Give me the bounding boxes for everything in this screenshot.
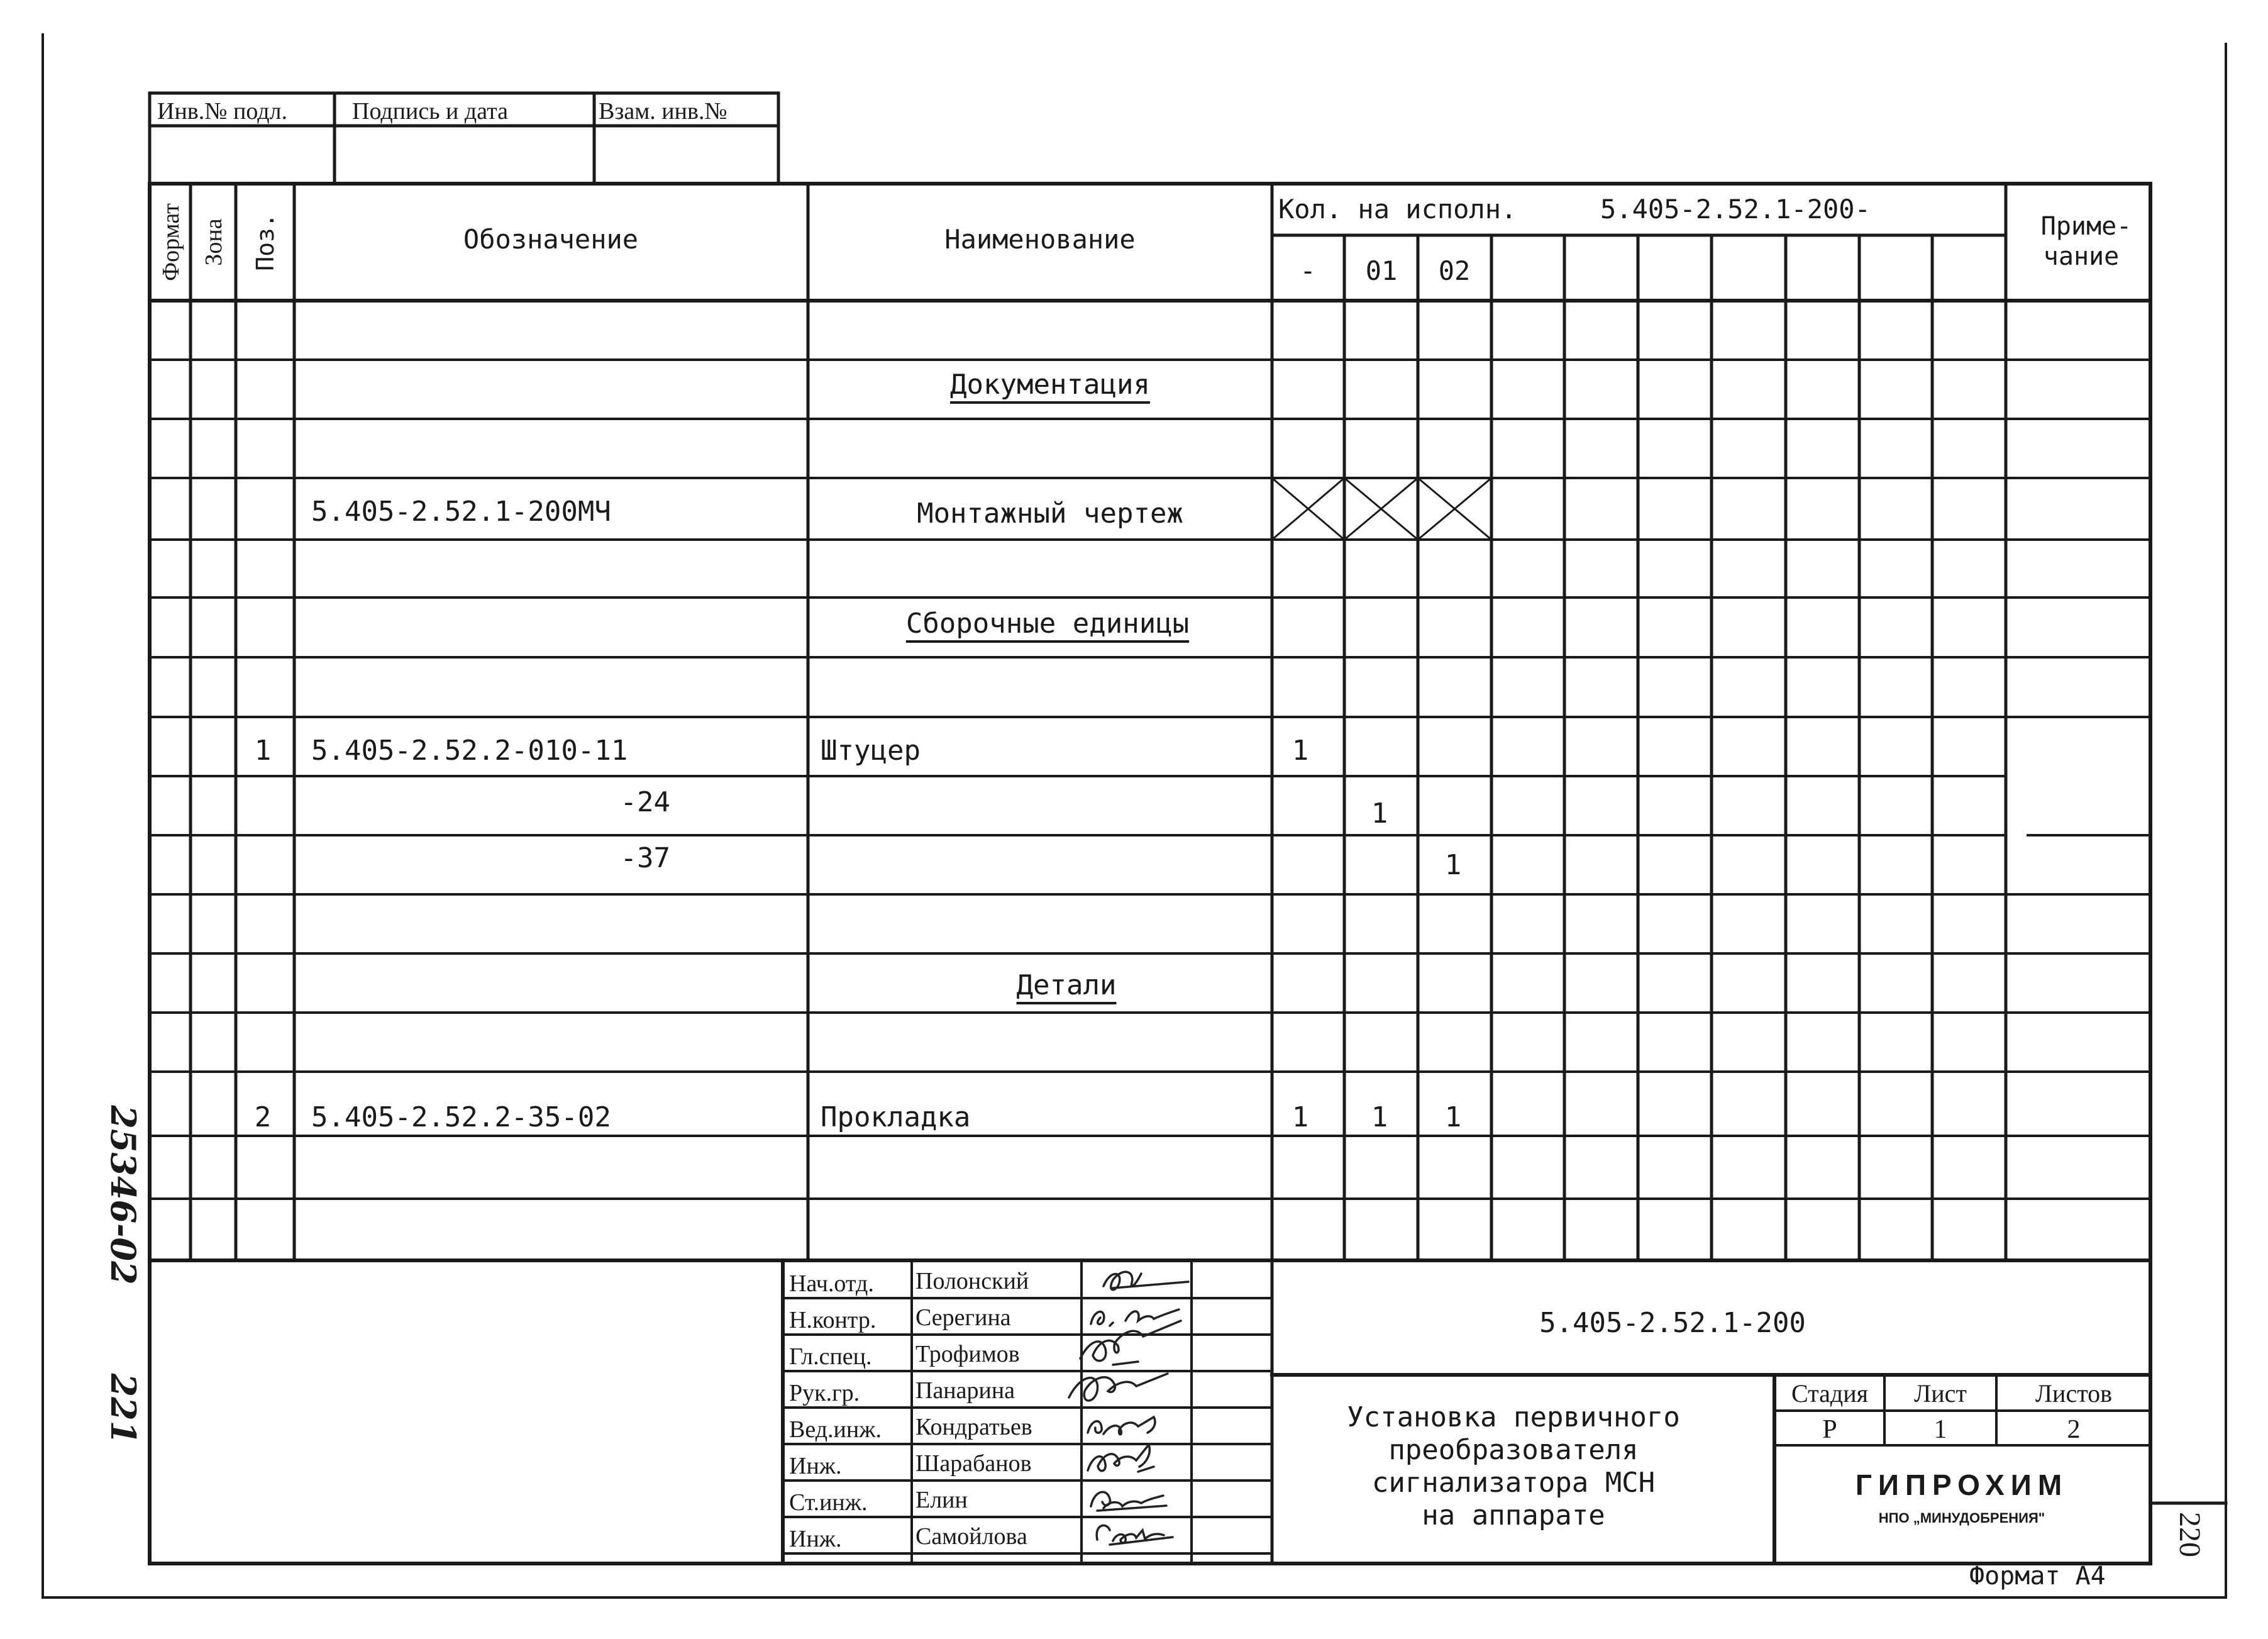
variant-02: 02: [1438, 255, 1471, 286]
name-6: Шарабанов: [915, 1450, 1032, 1477]
role-7: Ст.инж.: [789, 1489, 868, 1516]
doc-code: 5.405-2.52.1-200МЧ: [311, 496, 611, 528]
role-3: Гл.спец.: [789, 1343, 872, 1370]
archive-page: 221: [103, 1373, 143, 1445]
signature-5: [1088, 1417, 1155, 1435]
col-kol-label: Кол. на исполн.: [1278, 194, 1517, 225]
name-3: Трофимов: [915, 1341, 1020, 1367]
col-zona-header: Зона: [201, 218, 227, 266]
doc-number: 5.405-2.52.1-200: [1539, 1307, 1806, 1339]
role-8: Инж.: [789, 1526, 842, 1552]
role-2: Н.контр.: [789, 1307, 877, 1333]
stamp-podpis-data: Подпись и дата: [352, 98, 509, 125]
title-line-4: на аппарате: [1422, 1499, 1605, 1531]
col-poz-header: Поз.: [252, 213, 279, 271]
item1-name: Штуцер: [821, 735, 921, 767]
variant-base: -: [1300, 255, 1316, 286]
item2-qty-base: 1: [1292, 1101, 1309, 1133]
col-kol-code: 5.405-2.52.1-200-: [1600, 194, 1871, 225]
signature-2: [1091, 1309, 1179, 1326]
list-value: 1: [1933, 1415, 1947, 1444]
org-logo-subtitle: НПО „МИНУДОБРЕНИЯ": [1878, 1510, 2045, 1526]
archive-number: 25346-02: [103, 1105, 143, 1285]
title-line-2: преобразователя: [1388, 1434, 1639, 1466]
role-6: Инж.: [789, 1453, 842, 1479]
item1-variant24-qty: 1: [1371, 797, 1388, 830]
item1-position: 1: [254, 735, 272, 767]
listov-value: 2: [2067, 1415, 2081, 1444]
section-documentation: Документация: [950, 369, 1150, 401]
col-format-header: Формат: [158, 203, 184, 281]
signature-3: [1080, 1321, 1181, 1365]
doc-name: Монтажный чертеж: [917, 497, 1183, 530]
name-1: Полонский: [915, 1268, 1029, 1294]
item2-code: 5.405-2.52.2-35-02: [311, 1101, 611, 1133]
item2-qty-01: 1: [1371, 1101, 1388, 1133]
col-oboznachenie-header: Обозначение: [463, 224, 639, 255]
name-7: Елин: [915, 1487, 968, 1513]
stamp-vzam-inv: Взам. инв.№: [599, 98, 727, 125]
listov-label: Листов: [2035, 1379, 2113, 1408]
stadia-value: Р: [1822, 1415, 1837, 1444]
item1-code: 5.405-2.52.2-010-11: [311, 735, 628, 767]
section-assemblies: Сборочные единицы: [905, 608, 1190, 640]
item1-variant24-code: -24: [620, 786, 670, 818]
item2-position: 2: [254, 1101, 272, 1133]
format-label: Формат А4: [1969, 1562, 2106, 1591]
name-8: Самойлова: [915, 1523, 1027, 1550]
signature-1: [1104, 1272, 1188, 1289]
org-logo-name: ГИПРОХИМ: [1855, 1469, 2069, 1501]
item2-name: Прокладка: [821, 1101, 971, 1133]
stadia-label: Стадия: [1791, 1379, 1869, 1408]
signature-7: [1091, 1492, 1166, 1511]
col-naimenovanie-header: Наименование: [944, 224, 1136, 255]
name-5: Кондратьев: [915, 1414, 1032, 1440]
signature-6: [1088, 1445, 1154, 1472]
stamp-inv-podl: Инв.№ подл.: [157, 98, 288, 125]
item2-qty-02: 1: [1444, 1101, 1462, 1133]
col-primechanie-1: Приме-: [2040, 212, 2132, 241]
page-number: 220: [2173, 1512, 2206, 1557]
title-line-1: Установка первичного: [1347, 1401, 1680, 1433]
list-label: Лист: [1914, 1379, 1967, 1408]
signature-8: [1097, 1525, 1173, 1545]
col-primechanie-2: чание: [2043, 242, 2120, 271]
name-2: Серегина: [915, 1304, 1011, 1331]
item1-variant37-code: -37: [620, 842, 670, 874]
item1-qty-base: 1: [1292, 735, 1309, 767]
title-line-3: сигнализатора МСН: [1371, 1467, 1656, 1499]
role-1: Нач.отд.: [789, 1270, 874, 1297]
role-5: Вед.инж.: [789, 1416, 882, 1443]
role-4: Рук.гр.: [789, 1380, 860, 1406]
item1-variant37-qty: 1: [1444, 849, 1462, 881]
name-4: Панарина: [915, 1377, 1015, 1404]
signature-4: [1069, 1374, 1168, 1401]
section-details: Детали: [1016, 969, 1117, 1001]
variant-01: 01: [1365, 255, 1398, 286]
